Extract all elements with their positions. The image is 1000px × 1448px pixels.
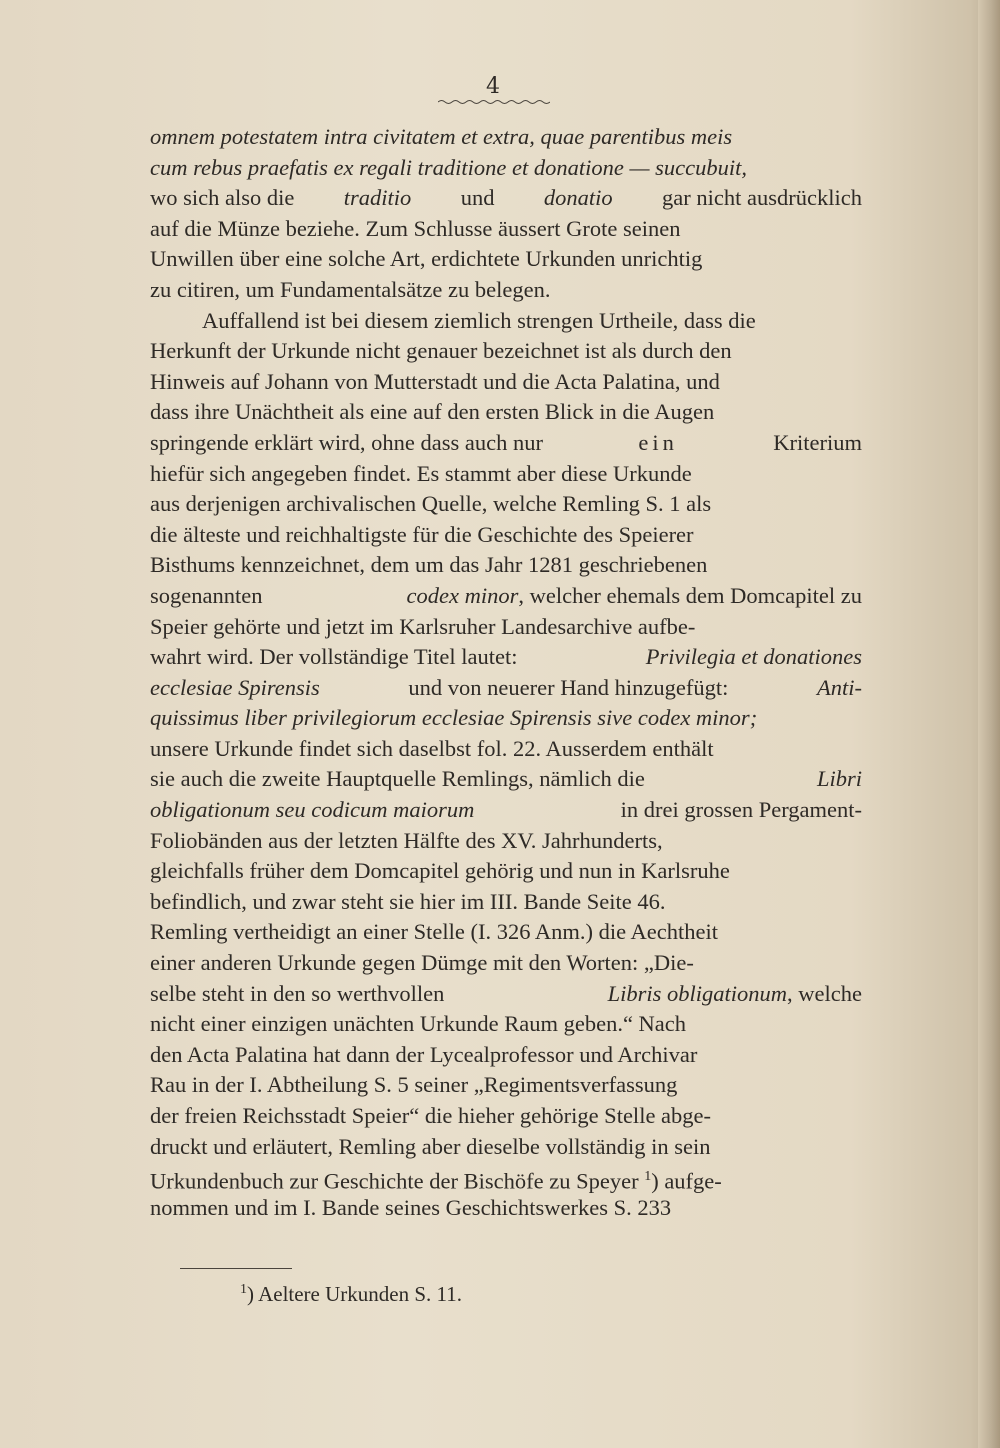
latin-title: ecclesiae Spirensis: [150, 674, 320, 700]
latin-title: Libri: [816, 766, 862, 792]
text-segment: Bisthums kennzeichnet, dem um das Jahr 1281 geschriebenen: [150, 552, 708, 578]
text-segment: auf die Münze beziehe. Zum Schlusse äussert Grote seinen: [150, 215, 681, 241]
text-line: [150, 214, 862, 245]
text-segment: Herkunft der Urkunde nicht genauer bezeichnet ist als durch den: [150, 338, 732, 364]
text-segment: zu citiren, um Fundamentalsätze zu belegen.: [150, 276, 551, 302]
text-line: [150, 336, 862, 367]
text-segment: in drei grossen Pergament-: [620, 797, 862, 823]
text-line: [150, 673, 862, 704]
text-line: [150, 122, 862, 153]
latin-title: Libris obligationum: [607, 980, 788, 1006]
text-line: [150, 887, 862, 918]
text-line: [150, 1101, 862, 1132]
text-segment: Hinweis auf Johann von Mutterstadt und die Acta Palatina, und: [150, 368, 720, 394]
text-segment: aus derjenigen archivalischen Quelle, welche Remling S. 1 als: [150, 491, 712, 517]
text-segment: nicht einer einzigen unächten Urkunde Raum geben.“ Nach: [150, 1011, 687, 1037]
text-segment: , welcher ehemals dem Domcapitel zu: [518, 582, 862, 608]
text-line: [150, 612, 862, 643]
text-segment: den Acta Palatina hat dann der Lycealprofessor und Archivar: [150, 1041, 698, 1067]
text-line: [150, 1009, 862, 1040]
text-line: [150, 1070, 862, 1101]
text-segment: befindlich, und zwar steht sie hier im III. Bande Seite 46.: [150, 888, 666, 914]
text-segment: einer anderen Urkunde gegen Dümge mit den Worten: „Die-: [150, 950, 694, 976]
text-line: [150, 979, 862, 1010]
text-segment: , welche: [787, 980, 862, 1006]
text-segment: und: [460, 185, 495, 211]
text-line: [150, 1132, 862, 1163]
text-segment: Remling vertheidigt an einer Stelle (I. 326 Anm.) die Aechtheit: [150, 919, 718, 945]
text-group: [407, 581, 862, 612]
text-group: [150, 1162, 722, 1193]
text-segment: der freien Reichsstadt Speier“ die hieher gehörige Stelle abge-: [150, 1103, 712, 1128]
text-line: [150, 917, 862, 948]
text-segment: und von neuerer Hand hinzugefügt:: [408, 674, 729, 700]
text-segment: gar nicht ausdrücklich: [662, 185, 862, 211]
text-line: [150, 1193, 862, 1224]
footnote-rule: [180, 1268, 292, 1269]
text-line: [150, 183, 862, 214]
text-segment: die älteste und reichhaltigste für die Geschichte des Speierer: [150, 521, 694, 547]
text-line: [150, 489, 862, 520]
latin-title: Privilegia et donationes: [645, 644, 862, 670]
text-line: [150, 550, 862, 581]
footnote-reference: 1: [644, 1169, 652, 1185]
text-segment: hiefür sich angegeben findet. Es stammt aber diese Urkunde: [150, 460, 692, 486]
text-line: [150, 520, 862, 551]
text-line: [150, 244, 862, 275]
text-segment: sie auch die zweite Hauptquelle Remlings, nämlich die: [150, 766, 645, 792]
text-segment: nommen und im I. Bande seines Geschichtswerkes S. 233: [150, 1194, 672, 1220]
latin-term: codex minor: [406, 582, 519, 608]
text-segment: druckt und erläutert, Remling aber dieselbe vollständig in sein: [150, 1133, 711, 1159]
text-segment: Rau in der I. Abtheilung S. 5 seiner „Regimentsverfassung: [150, 1072, 678, 1098]
text-line: [150, 367, 862, 398]
text-segment: unsere Urkunde findet sich daselbst fol. 22. Ausserdem enthält: [150, 735, 714, 761]
text-segment: ) aufge-: [651, 1168, 722, 1194]
body-text: [150, 122, 862, 1223]
text-line: [150, 948, 862, 979]
text-line: [150, 275, 862, 306]
latin-term: donatio: [543, 185, 613, 211]
latin-title: quissimus liber privilegiorum ecclesiae Spirensis sive codex minor;: [150, 705, 758, 731]
text-segment: sogenannten: [150, 582, 263, 608]
latin-quote: omnem potestatem intra civitatem et extra, quae parentibus meis: [150, 124, 733, 149]
text-line: [150, 642, 862, 673]
page-edge-shadow: [978, 0, 1000, 1448]
text-segment: wahrt wird. Der vollständige Titel lautet:: [150, 644, 518, 670]
footnote: [240, 1282, 462, 1307]
latin-term: traditio: [343, 185, 412, 211]
text-segment: dass ihre Unächtheit als eine auf den ersten Blick in die Augen: [150, 399, 715, 425]
text-line: [150, 795, 862, 826]
text-segment: Unwillen über eine solche Art, erdichtete Urkunden unrichtig: [150, 246, 703, 272]
text-line: [150, 397, 862, 428]
text-line: [150, 581, 862, 612]
text-segment: wo sich also die: [150, 185, 295, 211]
footnote-text: ) Aeltere Urkunden S. 11.: [247, 1282, 463, 1306]
text-segment: gleichfalls früher dem Domcapitel gehörig und nun in Karlsruhe: [150, 858, 730, 884]
text-line: [150, 703, 862, 734]
wavy-rule-ornament: [438, 98, 550, 106]
text-segment: selbe steht in den so werthvollen: [150, 980, 445, 1006]
text-line: [150, 764, 862, 795]
spaced-emphasis: ein: [638, 429, 678, 455]
latin-title: obligationum seu codicum maiorum: [150, 797, 475, 823]
text-line: [150, 856, 862, 887]
page-number: 4: [486, 74, 501, 99]
text-line: [150, 428, 862, 459]
text-segment: Kriterium: [773, 429, 862, 455]
text-line: [150, 459, 862, 490]
text-line: [150, 1162, 862, 1193]
text-segment: springende erklärt wird, ohne dass auch nur: [150, 429, 544, 455]
text-segment: Speier gehörte und jetzt im Karlsruher Landesarchive aufbe-: [150, 613, 696, 639]
text-segment: Auffallend ist bei diesem ziemlich strengen Urtheile, dass die: [202, 307, 756, 333]
text-line: [150, 826, 862, 857]
text-line: [150, 153, 862, 184]
text-line: [150, 734, 862, 765]
footnote-marker: 1: [240, 1282, 247, 1297]
text-group: [608, 979, 862, 1010]
text-segment: Foliobänden aus der letzten Hälfte des XV. Jahrhunderts,: [150, 827, 663, 853]
latin-quote: cum rebus praefatis ex regali traditione et donatione — succubuit,: [150, 154, 747, 180]
text-line: [150, 1040, 862, 1071]
text-segment: Urkundenbuch zur Geschichte der Bischöfe zu Speyer: [150, 1168, 639, 1194]
latin-title: Anti-: [817, 674, 862, 700]
paragraph-start-line: [150, 306, 862, 337]
